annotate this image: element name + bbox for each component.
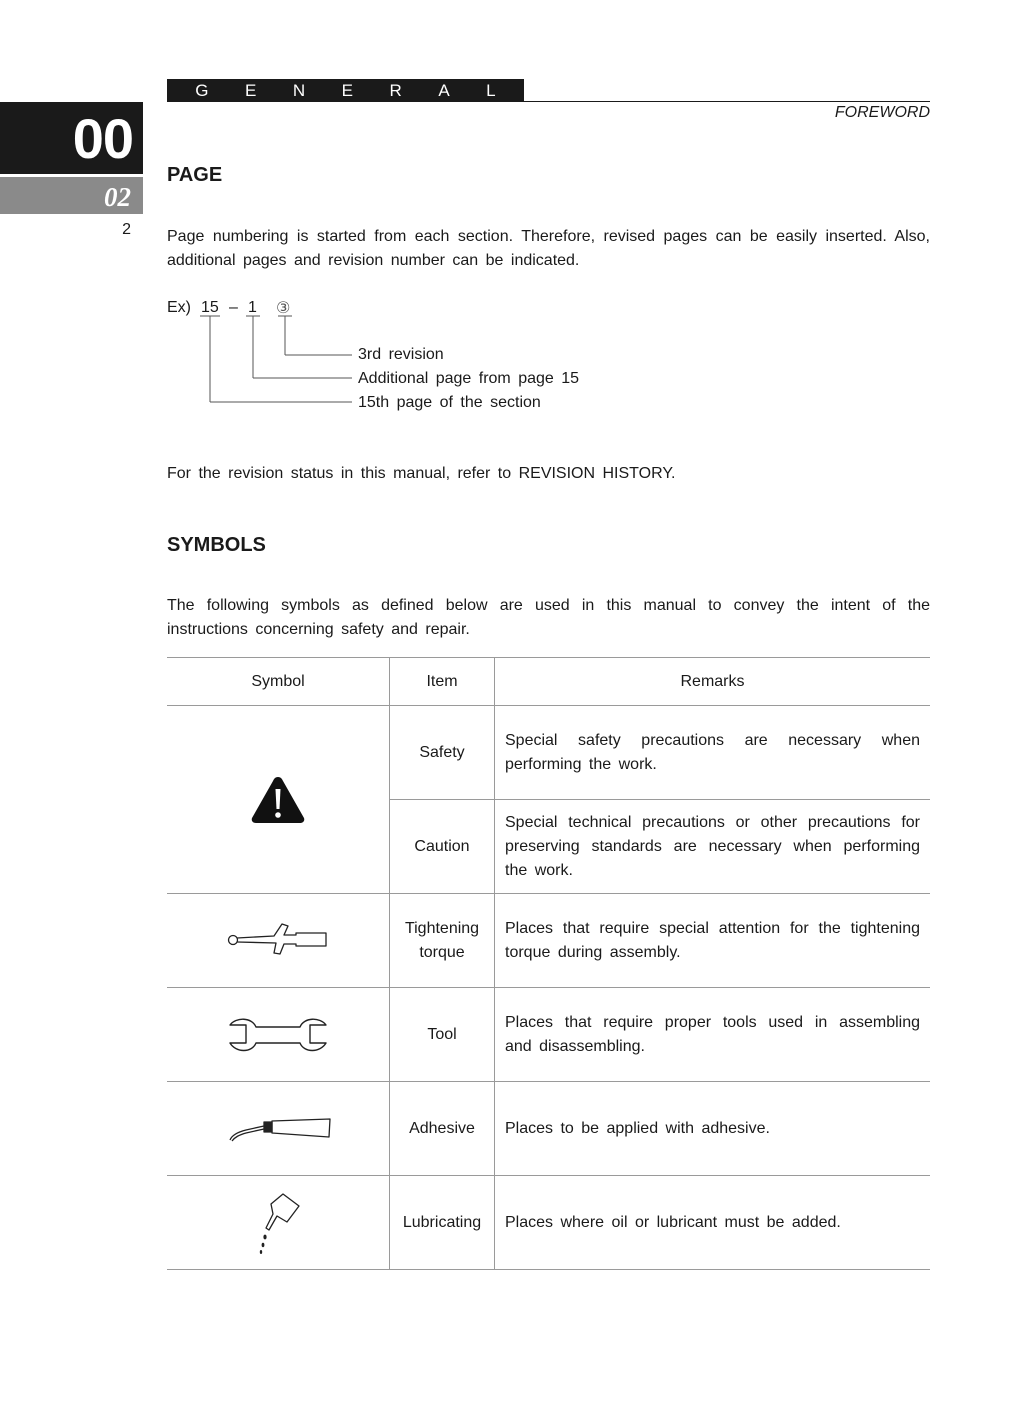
label-revision: 3rd revision (358, 346, 444, 363)
remarks-cell: Special safety precautions are necessary when performing the work. (495, 706, 931, 800)
revision-note: For the revision status in this manual, refer to REVISION HISTORY. (167, 465, 676, 482)
item-cell: Lubricating (390, 1176, 495, 1270)
table-row (167, 706, 930, 800)
example-revision: ③ (276, 300, 291, 317)
torque-wrench-icon (226, 918, 330, 964)
item-cell: Caution (390, 800, 495, 894)
header-letter: G (195, 81, 209, 100)
header-letter: L (486, 81, 496, 100)
section-header-title (167, 79, 524, 102)
symbol-cell (167, 894, 390, 988)
header-rule (524, 101, 930, 102)
table-row (167, 1082, 930, 1176)
table-row (167, 894, 930, 988)
oil-can-icon (253, 1192, 303, 1254)
spanner-icon (226, 1015, 330, 1055)
item-text: torque (419, 943, 465, 961)
symbol-cell (167, 706, 390, 894)
header-letter: R (389, 81, 402, 100)
page-heading: PAGE (167, 164, 223, 186)
label-additional: Additional page from page 15 (358, 370, 580, 387)
sub-chapter-number: 02 (104, 182, 131, 212)
item-cell: Adhesive (390, 1082, 495, 1176)
remarks-cell: Special technical precautions or other precautions for preserving standards are necessary when performing the work. (495, 800, 931, 894)
symbol-cell (167, 1176, 390, 1270)
item-cell: Tool (390, 988, 495, 1082)
symbol-cell (167, 1082, 390, 1176)
example-page: 15 (201, 299, 219, 316)
remarks-cell: Places where oil or lubricant must be added. (495, 1176, 931, 1270)
example-prefix: Ex) (167, 299, 191, 316)
column-header: Symbol (167, 658, 390, 706)
chapter-number: 00 (72, 107, 133, 170)
header-subtitle: FOREWORD (834, 104, 930, 121)
table-row (167, 988, 930, 1082)
column-header: Item (390, 658, 495, 706)
header-letter: N (292, 81, 306, 100)
example-dash: – (229, 299, 238, 316)
column-header: Remarks (495, 658, 931, 706)
symbol-cell (167, 988, 390, 1082)
label-page: 15th page of the section (358, 394, 541, 411)
example-leader-lines (160, 292, 370, 412)
header-letter: E (245, 81, 257, 100)
example-additional: 1 (248, 299, 257, 316)
symbols-table (167, 657, 930, 1270)
adhesive-tube-icon (224, 1113, 332, 1145)
item-cell: Safety (390, 706, 495, 800)
remarks-cell: Places to be applied with adhesive. (495, 1082, 931, 1176)
table-header-row (167, 658, 930, 706)
warning-triangle-icon (250, 775, 306, 825)
item-text: Tightening (404, 919, 480, 937)
remarks-cell: Places that require special attention for the tightening torque during assembly. (495, 894, 931, 988)
table-row (167, 1176, 930, 1270)
page-paragraph: Page numbering is started from each section. Therefore, revised pages can be easily inserted. Also, additional pages and revision number can be indicated. (167, 228, 930, 269)
page-number: 2 (122, 221, 131, 238)
header-letter: A (438, 81, 450, 100)
item-cell (390, 894, 495, 988)
symbols-heading: SYMBOLS (167, 534, 266, 556)
remarks-cell: Places that require proper tools used in assembling and disassembling. (495, 988, 931, 1082)
symbols-paragraph: The following symbols as defined below are used in this manual to convey the intent of the instructions concerning safety and repair. (167, 597, 930, 638)
header-letter: E (341, 81, 353, 100)
